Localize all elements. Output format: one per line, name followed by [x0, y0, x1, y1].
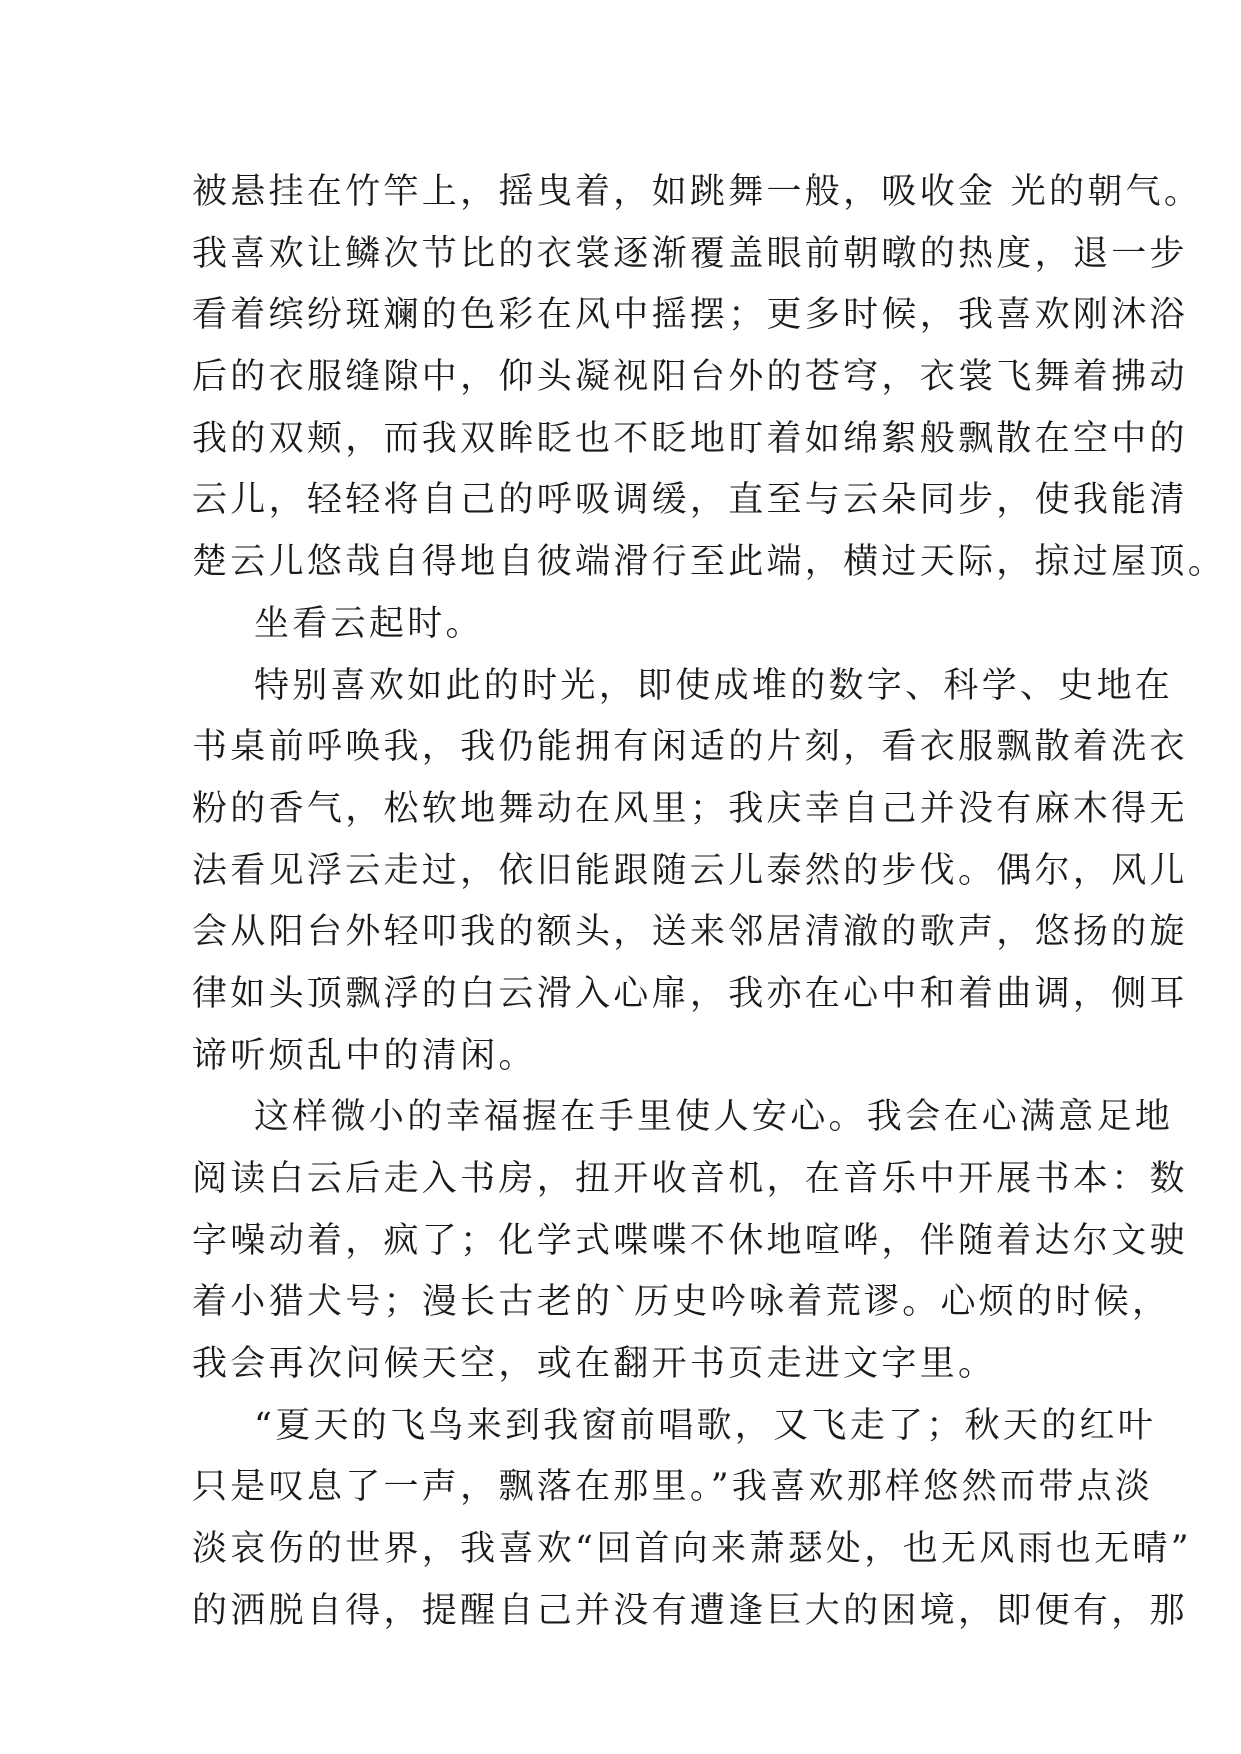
- text-line: 楚云儿悠哉自得地自彼端滑行至此端，横过天际，掠过屋顶。: [192, 542, 1227, 583]
- text-line: 阅读白云后走入书房，扭开收音机，在音乐中开展书本：数: [192, 1159, 1188, 1199]
- text-line: 看着缤纷斑斓的色彩在风中摇摆；更多时候，我喜欢刚沐浴: [192, 295, 1188, 336]
- text-line: 的洒脱自得，提醒自己并没有遭逢巨大的困境，即便有，那: [192, 1590, 1188, 1631]
- text-line: 法看见浮云走过，依旧能跟随云儿泰然的步伐。偶尔，风儿: [192, 850, 1188, 891]
- paragraph-first-line: 特别喜欢如此的时光，即使成堆的数字、科学、史地在: [254, 665, 1174, 706]
- text-line: 我会再次问候天空，或在翻开书页走进文字里。: [192, 1344, 997, 1385]
- text-line: 谛听烦乱中的清闲。: [192, 1035, 537, 1076]
- text-line: 我的双颊，而我双眸眨也不眨地盯着如绵絮般飘散在空中的: [192, 418, 1188, 459]
- document-body: [192, 162, 1227, 1643]
- text-line: 字噪动着，疯了；化学式喋喋不休地喧哗，伴随着达尔文驶: [192, 1220, 1188, 1261]
- text-line: 粉的香气，松软地舞动在风里；我庆幸自己并没有麻木得无: [192, 788, 1188, 829]
- text-line: 后的衣服缝隙中，仰头凝视阳台外的苍穹，衣裳飞舞着拂动: [192, 357, 1188, 398]
- text-line: 律如头顶飘浮的白云滑入心扉，我亦在心中和着曲调，侧耳: [192, 973, 1188, 1014]
- text-line: 被悬挂在竹竿上，摇曳着，如跳舞一般，吸收金 光的朝气。: [192, 172, 1203, 212]
- paragraph-first-line: 这样微小的幸福握在手里使人安心。我会在心满意足地: [254, 1097, 1174, 1138]
- text-line: 云儿，轻轻将自己的呼吸调缓，直至与云朵同步，使我能清: [192, 480, 1188, 521]
- text-line: 会从阳台外轻叩我的额头，送来邻居清澈的歌声，悠扬的旋: [192, 912, 1188, 953]
- text-line: 着小猎犬号；漫长古老的`历史吟咏着荒谬。心烦的时候，: [192, 1282, 1171, 1323]
- text-line: 书桌前呼唤我，我仍能拥有闲适的片刻，看衣服飘散着洗衣: [192, 727, 1188, 768]
- paragraph-first-line: “夏天的飞鸟来到我窗前唱歌，又飞走了；秋天的红叶: [254, 1405, 1157, 1446]
- text-line: 淡哀伤的世界，我喜欢“回首向来萧瑟处，也无风雨也无晴”: [192, 1529, 1192, 1570]
- text-line: 只是叹息了一声，飘落在那里。”我喜欢那样悠然而带点淡: [192, 1467, 1154, 1508]
- text-line: 我喜欢让鳞次节比的衣裳逐渐覆盖眼前朝暾的热度，退一步: [192, 233, 1188, 274]
- paragraph-first-line: 坐看云起时。: [254, 603, 484, 644]
